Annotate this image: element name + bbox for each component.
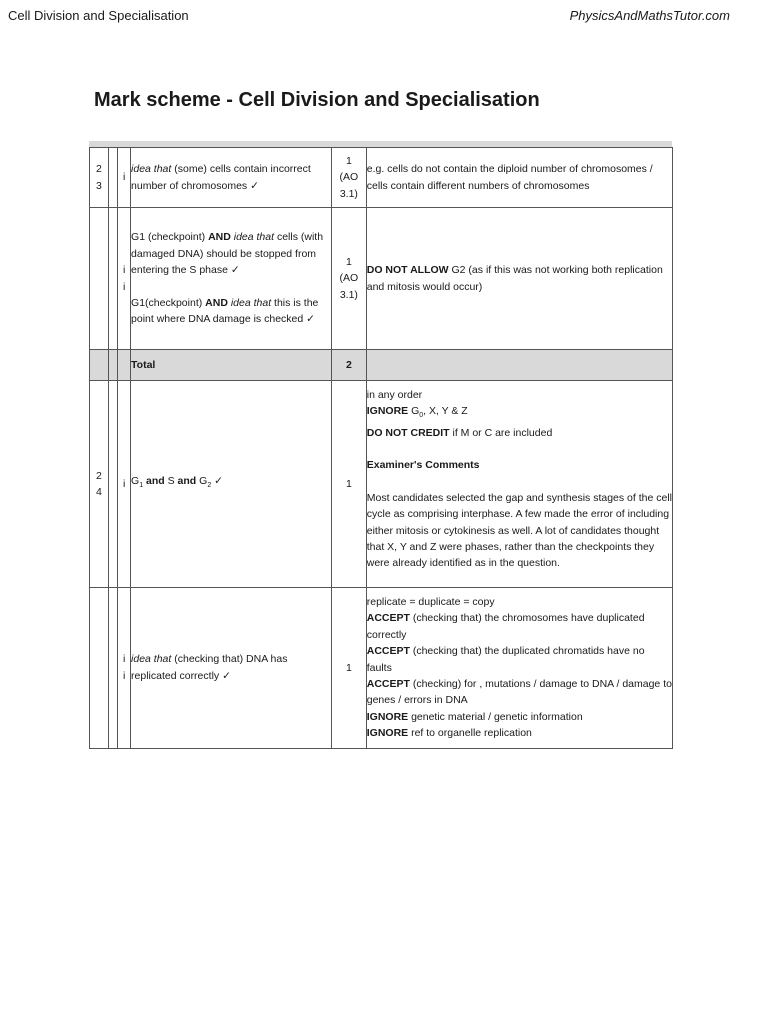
table-row: [90, 208, 673, 350]
guidance-cell: e.g. cells do not contain the diploid number of chromosomes / cells contain different numbers of chromosomes: [366, 148, 672, 208]
examiners-comments-heading: Examiner's Comments: [366, 459, 480, 472]
subpart-cell: i: [118, 381, 131, 588]
running-header-left: Cell Division and Specialisation: [8, 8, 189, 23]
answer-cell: idea that (some) cells contain incorrect number of chromosomes ✓: [131, 148, 332, 208]
running-header-right: PhysicsAndMathsTutor.com: [569, 8, 730, 23]
question-number-cell: 2 3: [90, 148, 109, 208]
table-row: [90, 588, 673, 749]
question-number-cell: [90, 208, 109, 350]
subpart-cell: i: [118, 148, 131, 208]
page-title: Mark scheme - Cell Division and Specialisation: [94, 89, 540, 111]
question-number-cell: [90, 588, 109, 749]
question-part-cell: [108, 208, 117, 350]
total-marks: 2: [332, 350, 367, 381]
answer-cell: G1 (checkpoint) AND idea that cells (with damaged DNA) should be stopped from entering the S phase ✓ G1(checkpoint) AND idea that this is the point where DNA damage is checked ✓: [131, 208, 332, 350]
question-number-cell: 2 4: [90, 381, 109, 588]
table-row: [90, 381, 673, 588]
answer-cell: idea that (checking that) DNA has replicated correctly ✓: [131, 588, 332, 749]
marks-cell: 1: [332, 381, 367, 588]
answer-cell: $G_1$ and S and $G_2$ ✓: [131, 381, 332, 588]
table-row: [90, 148, 673, 208]
marks-cell: 1 (AO 3.1): [332, 148, 367, 208]
marks-cell: 1 (AO 3.1): [332, 208, 367, 350]
subpart-cell: i i: [118, 588, 131, 749]
guidance-cell: DO NOT ALLOW G2 (as if this was not working both replication and mitosis would occur): [366, 208, 672, 350]
marks-cell: 1: [332, 588, 367, 749]
total-label: Total: [131, 350, 332, 381]
total-row: [90, 350, 673, 381]
guidance-cell: replicate = duplicate = copy ACCEPT (checking that) the chromosomes have duplicated correctly ACCEPT (checking that) the duplicated chromatids have no faults ACCEPT (checking) for , mutations / damage to DNA / damage to genes / errors in DNA IGNORE genetic material / genetic information IGNORE ref to organelle replication: [366, 588, 672, 749]
guidance-cell: in any order IGNORE $G_0$, X, Y & Z DO NOT CREDIT if M or C are included Examiner's Comments Most candidates selected the gap and synthesis stages of the cell cycle as comprising interphase. A few made the error of including either mitosis or cytokinesis as well. A lot of candidates thought that X, Y and Z were phases, rather than the checkpoints they were already identified as in the question.: [366, 381, 672, 588]
question-part-cell: [108, 381, 117, 588]
subpart-cell: i i: [118, 208, 131, 350]
question-part-cell: [108, 588, 117, 749]
mark-scheme-table: [89, 147, 673, 749]
question-part-cell: [108, 148, 117, 208]
